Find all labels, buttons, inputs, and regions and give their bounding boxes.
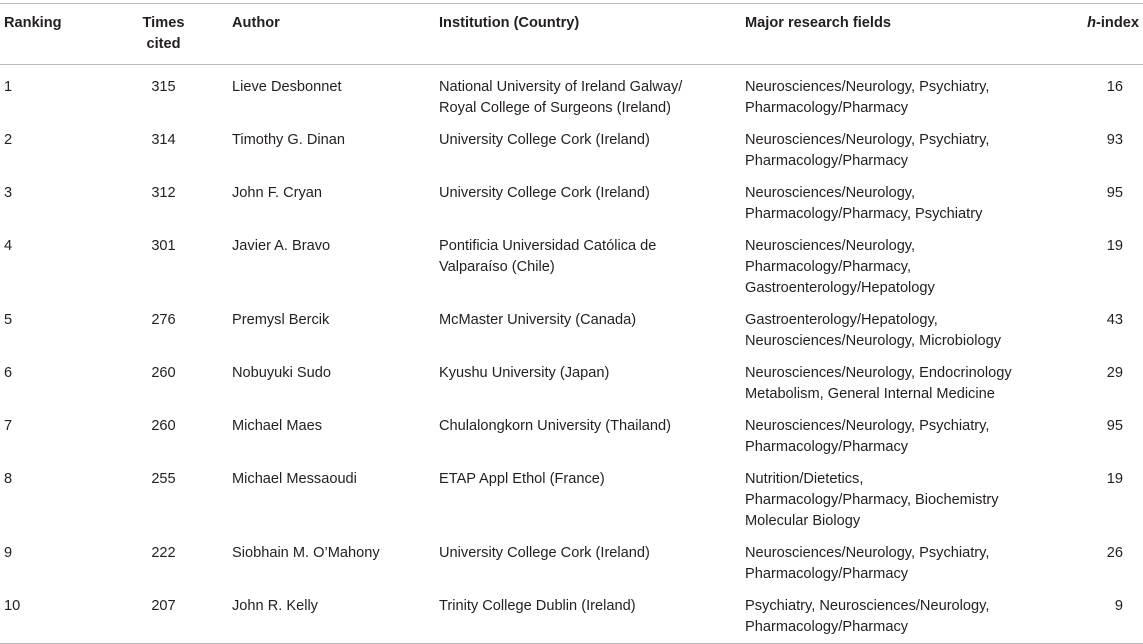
cell-ranking: 10 [4, 598, 21, 614]
institution-line: Trinity College Dublin (Ireland) [439, 598, 636, 614]
header-author: Author [232, 15, 280, 31]
cell-times-cited: 315 [151, 79, 176, 95]
cell-ranking: 4 [4, 238, 13, 254]
cell-h-index: 29 [1106, 365, 1123, 381]
cell-h-index: 19 [1106, 238, 1123, 254]
header-ranking: Ranking [4, 15, 62, 31]
institution-line: ETAP Appl Ethol (France) [439, 471, 605, 487]
fields-line: Neurosciences/Neurology, Endocrinology [745, 365, 1012, 381]
cell-times-cited: 276 [151, 312, 176, 328]
cell-times-cited: 260 [151, 365, 176, 381]
fields-line: Psychiatry, Neurosciences/Neurology, [745, 598, 990, 614]
header-h-index-rest: -index [1096, 15, 1139, 31]
cell-times-cited: 314 [151, 132, 176, 148]
cell-author: Siobhain M. O’Mahony [232, 545, 380, 561]
fields-line: Pharmacology/Pharmacy [745, 619, 909, 635]
fields-line: Neurosciences/Neurology, [745, 185, 916, 201]
cell-h-index: 26 [1106, 545, 1123, 561]
fields-line: Nutrition/Dietetics, [745, 471, 864, 487]
cell-ranking: 1 [4, 79, 13, 95]
fields-line: Gastroenterology/Hepatology, [745, 312, 938, 328]
cell-research-fields [745, 65, 1075, 125]
cell-author: Michael Messaoudi [232, 471, 357, 487]
cell-times-cited: 207 [151, 598, 176, 614]
institution-line: University College Cork (Ireland) [439, 185, 650, 201]
institution-line: Kyushu University (Japan) [439, 365, 610, 381]
table-row [0, 357, 1143, 410]
fields-line: Pharmacology/Pharmacy, Psychiatry [745, 206, 983, 222]
institution-line: University College Cork (Ireland) [439, 545, 650, 561]
fields-line: Gastroenterology/Hepatology [745, 280, 935, 296]
cell-research-fields [745, 230, 1075, 304]
cell-ranking: 8 [4, 471, 13, 487]
institution-line: McMaster University (Canada) [439, 312, 637, 328]
cell-times-cited: 301 [151, 238, 176, 254]
table-row [0, 177, 1143, 230]
fields-line: Molecular Biology [745, 513, 861, 529]
fields-line: Neurosciences/Neurology, Psychiatry, [745, 132, 990, 148]
cell-author: Michael Maes [232, 418, 323, 434]
cell-institution [439, 537, 745, 590]
fields-line: Metabolism, General Internal Medicine [745, 386, 995, 402]
cell-ranking: 2 [4, 132, 13, 148]
table-row [0, 590, 1143, 644]
cell-institution [439, 410, 745, 463]
cell-research-fields [745, 177, 1075, 230]
cell-h-index: 95 [1106, 185, 1123, 201]
fields-line: Pharmacology/Pharmacy, Biochemistry [745, 492, 999, 508]
cell-h-index: 9 [1114, 598, 1123, 614]
table-row [0, 410, 1143, 463]
cell-research-fields [745, 357, 1075, 410]
author-ranking-table [0, 3, 1143, 644]
table-row [0, 537, 1143, 590]
table-row [0, 463, 1143, 537]
institution-line: National University of Ireland Galway/ [439, 79, 683, 95]
cell-institution [439, 177, 745, 230]
fields-line: Neurosciences/Neurology, [745, 238, 916, 254]
institution-line: Royal College of Surgeons (Ireland) [439, 100, 672, 116]
institution-line: Chulalongkorn University (Thailand) [439, 418, 671, 434]
cell-h-index: 16 [1106, 79, 1123, 95]
fields-line: Neurosciences/Neurology, Psychiatry, [745, 545, 990, 561]
cell-h-index: 43 [1106, 312, 1123, 328]
header-times-cited-line2: cited [146, 36, 181, 52]
fields-line: Pharmacology/Pharmacy [745, 153, 909, 169]
cell-author: Timothy G. Dinan [232, 132, 346, 148]
institution-line: University College Cork (Ireland) [439, 132, 650, 148]
cell-author: John R. Kelly [232, 598, 318, 614]
fields-line: Pharmacology/Pharmacy [745, 566, 909, 582]
fields-line: Neurosciences/Neurology, Psychiatry, [745, 418, 990, 434]
cell-times-cited: 312 [151, 185, 176, 201]
cell-institution [439, 590, 745, 644]
fields-line: Neurosciences/Neurology, Psychiatry, [745, 79, 990, 95]
cell-author: Javier A. Bravo [232, 238, 331, 254]
cell-h-index: 93 [1106, 132, 1123, 148]
cell-institution [439, 463, 745, 537]
cell-ranking: 7 [4, 418, 13, 434]
institution-line: Valparaíso (Chile) [439, 259, 555, 275]
header-research-fields: Major research fields [745, 15, 892, 31]
cell-research-fields [745, 304, 1075, 357]
table-row [0, 65, 1143, 125]
table-row [0, 230, 1143, 304]
header-h-index-italic: h [1087, 15, 1097, 31]
cell-research-fields [745, 463, 1075, 537]
cell-institution [439, 65, 745, 125]
cell-institution [439, 230, 745, 304]
cell-institution [439, 304, 745, 357]
header-times-cited-line1: Times [142, 15, 185, 31]
cell-ranking: 3 [4, 185, 13, 201]
cell-research-fields [745, 590, 1075, 644]
cell-author: Nobuyuki Sudo [232, 365, 331, 381]
cell-research-fields [745, 410, 1075, 463]
fields-line: Neurosciences/Neurology, Microbiology [745, 333, 1002, 349]
cell-institution [439, 357, 745, 410]
table-header [0, 4, 1143, 65]
table-row [0, 304, 1143, 357]
cell-ranking: 6 [4, 365, 13, 381]
cell-times-cited: 255 [151, 471, 176, 487]
header-times-cited [125, 4, 232, 65]
cell-author: John F. Cryan [232, 185, 323, 201]
fields-line: Pharmacology/Pharmacy [745, 439, 909, 455]
cell-h-index: 19 [1106, 471, 1123, 487]
institution-line: Pontificia Universidad Católica de [439, 238, 657, 254]
cell-ranking: 5 [4, 312, 13, 328]
header-institution: Institution (Country) [439, 15, 580, 31]
fields-line: Pharmacology/Pharmacy, [745, 259, 912, 275]
cell-author: Premysl Bercik [232, 312, 330, 328]
header-h-index [1075, 4, 1143, 65]
header-row [0, 4, 1143, 65]
cell-times-cited: 260 [151, 418, 176, 434]
cell-h-index: 95 [1106, 418, 1123, 434]
cell-research-fields [745, 124, 1075, 177]
cell-institution [439, 124, 745, 177]
cell-research-fields [745, 537, 1075, 590]
cell-author: Lieve Desbonnet [232, 79, 342, 95]
fields-line: Pharmacology/Pharmacy [745, 100, 909, 116]
cell-ranking: 9 [4, 545, 13, 561]
cell-times-cited: 222 [151, 545, 176, 561]
table-row [0, 124, 1143, 177]
table-body [0, 65, 1143, 644]
